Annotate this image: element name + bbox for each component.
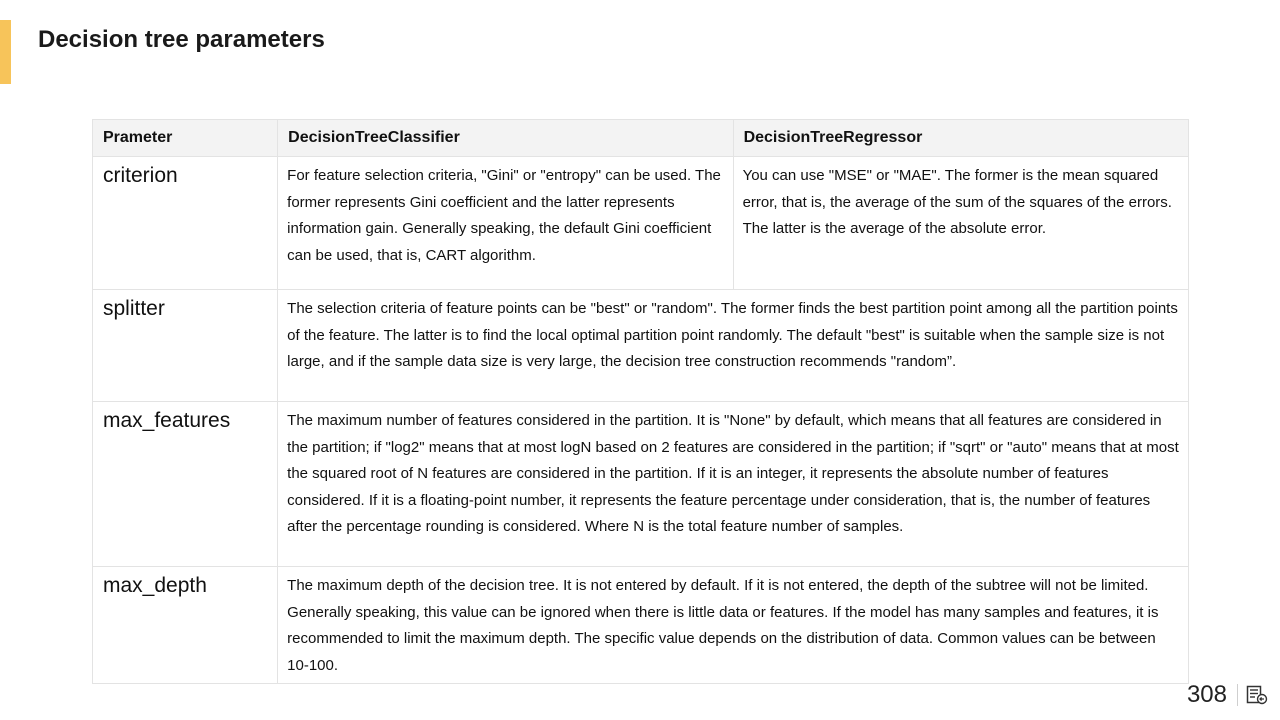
table-row (93, 157, 1189, 290)
param-name: max_depth (93, 567, 278, 684)
header-regressor: DecisionTreeRegressor (733, 120, 1188, 157)
title-accent-bar (0, 20, 11, 84)
param-name: splitter (93, 290, 278, 402)
footer-divider (1237, 684, 1238, 706)
parameters-table (92, 119, 1189, 684)
table-row (93, 290, 1189, 402)
shared-description: The selection criteria of feature points can be "best" or "random". The former finds the best partition point among all the partition points of the feature. The latter is to find the local optimal partition point randomly. The default "best" is suitable when the sample size is not large, and if the sample data size is very large, the decision tree construction recommends "random”. (278, 290, 1189, 402)
shared-description: The maximum depth of the decision tree. It is not entered by default. If it is not entered, the depth of the subtree will not be limited. Generally speaking, this value can be ignored when there is little data or features. If the model has many samples and features, it is recommended to limit the maximum depth. The specific value depends on the distribution of data. Common values can be between 10-100. (278, 567, 1189, 684)
page-title: Decision tree parameters (38, 26, 325, 53)
table-row (93, 567, 1189, 684)
document-return-icon[interactable] (1246, 685, 1268, 705)
classifier-description: For feature selection criteria, "Gini" or "entropy" can be used. The former represents Gini coefficient and the latter represents information gain. Generally speaking, the default Gini coefficient can be used, that is, CART algorithm. (278, 157, 733, 290)
slide-footer (1187, 680, 1268, 710)
param-name: criterion (93, 157, 278, 290)
header-classifier: DecisionTreeClassifier (278, 120, 733, 157)
shared-description: The maximum number of features considered in the partition. It is "None" by default, which means that all features are considered in the partition; if "log2" means that at most logN based on 2 features are considered in the partition; if "sqrt" or "auto" means that at most the squared root of N features are considered in the partition. If it is an integer, it represents the absolute number of features considered. If it is a floating-point number, it represents the feature percentage under consideration, that is, the number of features after the percentage rounding is considered. Where N is the total feature number of samples. (278, 402, 1189, 567)
param-name: max_features (93, 402, 278, 567)
header-parameter: Prameter (93, 120, 278, 157)
page-number: 308 (1186, 681, 1227, 708)
table-row (93, 402, 1189, 567)
regressor-description: You can use "MSE" or "MAE". The former is the mean squared error, that is, the average of the sum of the squares of the errors. The latter is the average of the absolute error. (733, 157, 1188, 290)
table-header-row (93, 120, 1189, 157)
